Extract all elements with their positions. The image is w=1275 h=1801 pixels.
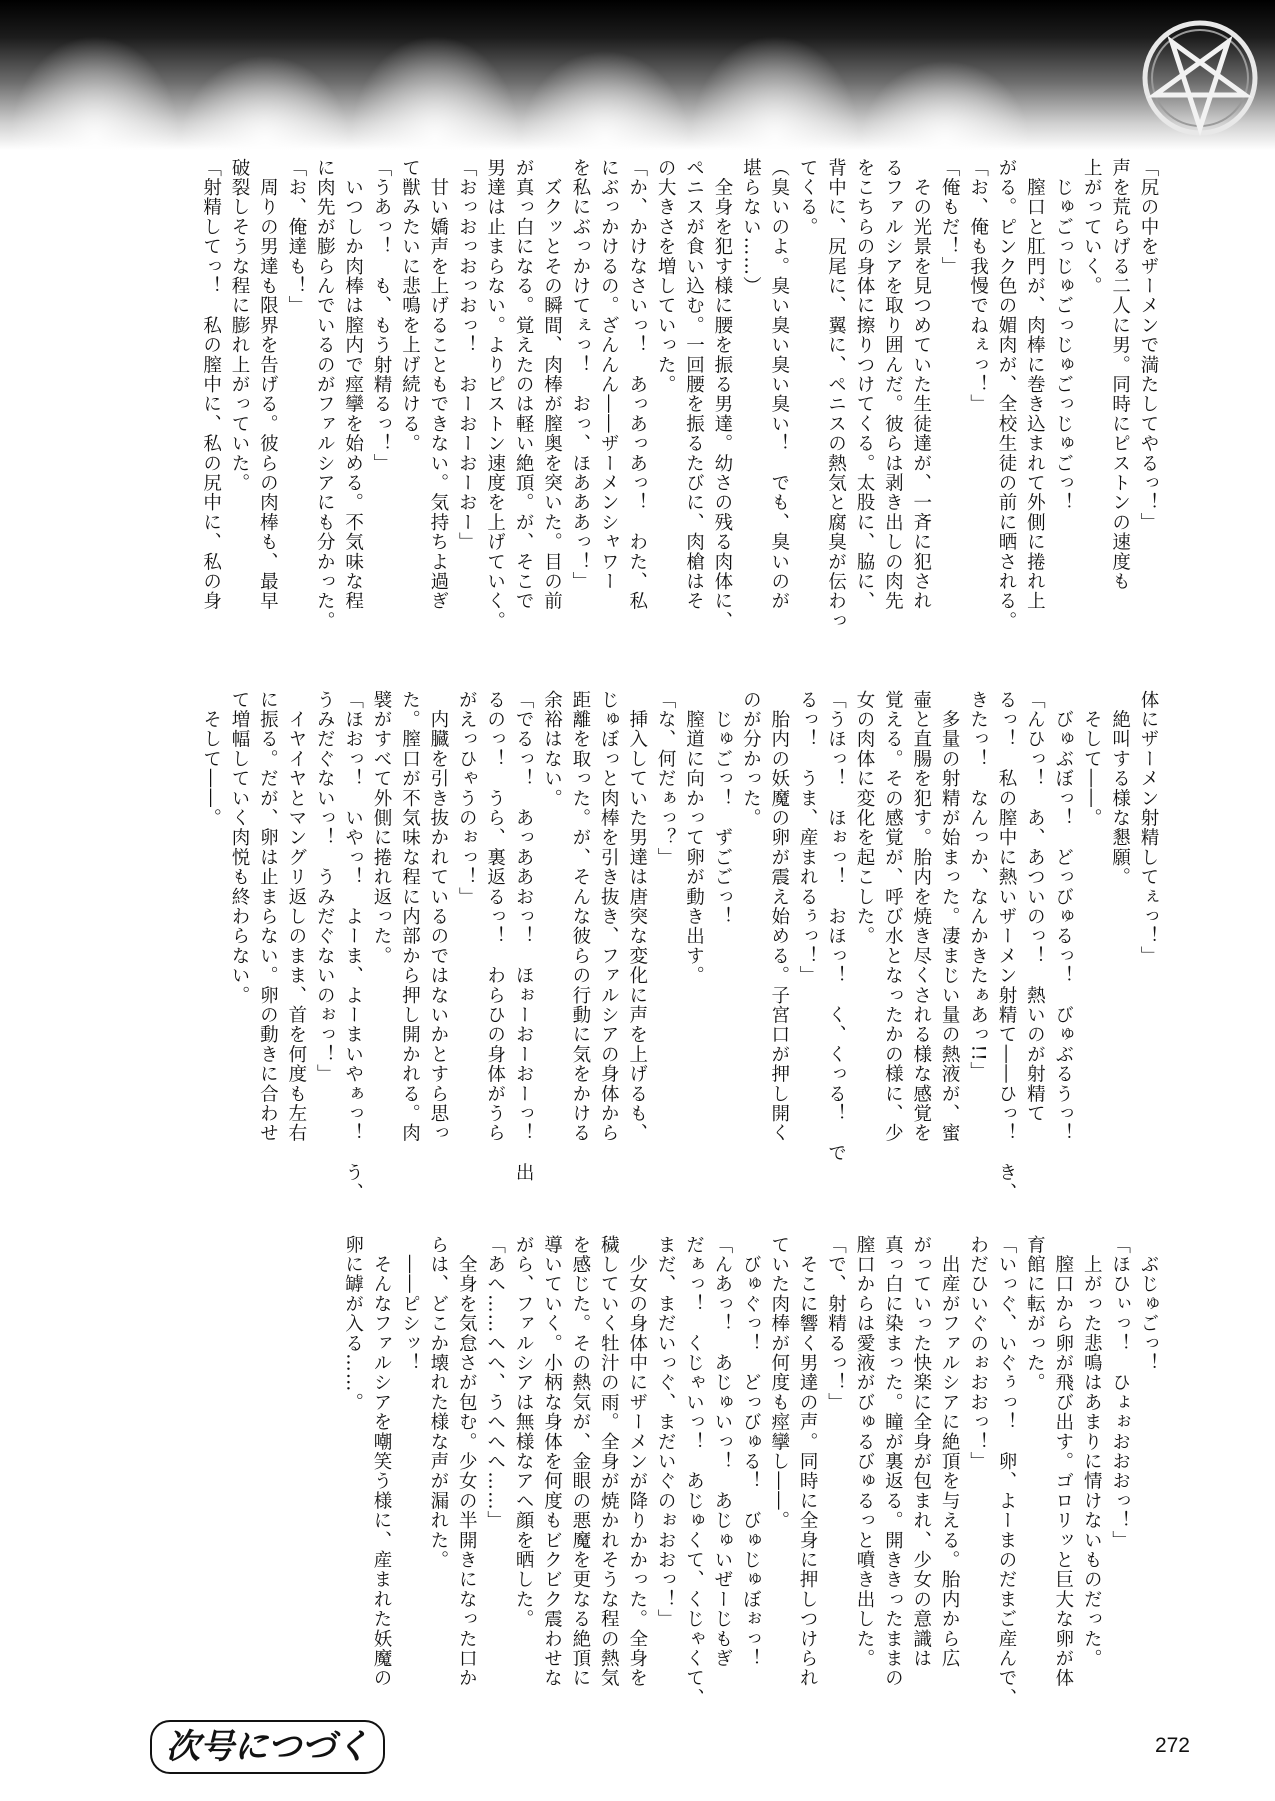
flame-shape xyxy=(10,35,180,150)
flame-shape xyxy=(520,50,690,150)
to-be-continued-label: 次号につづく xyxy=(150,1720,385,1774)
flame-shape xyxy=(690,35,860,150)
header-smoke-banner xyxy=(0,0,1275,150)
page-number: 272 xyxy=(1154,1734,1190,1757)
text-block-upper: 「尻の中をザーメンで満たしてやるっ！」 声を荒らげる二人に男。同時にピストンの速度も 上がっていく。 じゅごっじゅごっじゅごっじゅごっ！ 膣口と肛門が、肉棒に巻き込まれて外側に捲れ上 がる。ピンク色の媚肉が、全校生徒の前に晒される。 「お、俺も我慢でねぇっ！」 「俺もだ！」 その光景を見つめていた生徒達が、一斉に犯され るファルシアを取り囲んだ。彼らは剥き出しの肉先 をこちらの身体に擦りつけてくる。太股に、脇に、 背中に、尻尾に、翼に、ペニスの熱気と腐臭が伝わっ てくる。 （臭いのよ。臭い臭い臭い臭い！ でも、臭いのが 堪らない……） 全身を犯す様に腰を振る男達。幼さの残る肉体に、 ペニスが食い込む。一回腰を振るたびに、肉槍はそ の大きさを増していった。 「か、かけなさいっ！ あっあっあっ！ わた、私 にぶっかけるの。ざんんん――ザーメンシャワー を私にぶっかけてぇっ！ おっ、ほあああっ！」 ズクッとその瞬間、肉棒が膣奥を突いた。目の前 が真っ白になる。覚えたのは軽い絶頂。が、そこで 男達は止まらない。よりピストン速度を上げていく。 「おっおっおっおっ！ おーおーおーおー」 甘い嬌声を上げることもできない。気持ちよ過ぎ て獣みたいに悲鳴を上げ続ける。 「うあっ！ も、もう射精るっ！」 いつしか肉棒は膣内で痙攣を始める。不気味な程 に肉先が膨らんでいるのがファルシアにも分かった。 「お、俺達も！」 周りの男達も限界を告げる。彼らの肉棒も、最早 破裂しそうな程に膨れ上がっていた。 「射精してっ！ 私の膣中に、私の尻中に、私の身 xyxy=(200,158,1159,631)
text-block-lower: ぶじゅごっ！ 「ほひぃっ！ ひょぉおおおっ！」 上がった悲鳴はあまりに情けないものだった。 膣口から卵が飛び出す。ゴロリッと巨大な卵が体 育館に転がった。 「いっぐ、いぐぅっ！ 卵、よーまのだまご産んで、 わだひいぐのぉおおっ！」 出産がファルシアに絶頂を与える。胎内から広 がっていった快楽に全身が包まれ、少女の意識は 真っ白に染まった。瞳が裏返る。開ききったままの 膣口からは愛液がびゅるびゅるっと噴き出した。 「で、射精るっ！」 そこに響く男達の声。同時に全身に押しつけられ ていた肉棒が何度も痙攣し――。 びゅぐっ！ どっびゅる！ びゅじゅぼぉっ！ 「んあっ！ あじゅいっ！ あじゅいぜーじもぎ だぁっ！ くじゃいっ！ あじゅくて、くじゃくて、 まだ、まだいっぐ、まだいぐのぉおおっ！」 少女の身体中にザーメンが降りかかった。全身を 穢していく牡汁の雨。全身が焼かれそうな程の熱気 を感じた。その熱気が、金眼の悪魔を更なる絶頂に 導いていく。小柄な身体を何度もビクビク震わせな がら、ファルシアは無様なアヘ顔を晒した。 「あへ……へへ、うへへへ……」 全身を気怠さが包む。少女の半開きになった口か らは、どこか壊れた様な声が漏れた。 ――ピシッ！ そんなファルシアを嘲笑う様に、産まれた妖魔の 卵に罅が入る……。 xyxy=(342,1235,1159,1708)
flame-shape xyxy=(860,60,1030,150)
flame-shape xyxy=(180,55,350,150)
text-block-middle: 体にザーメン射精してぇっ！」 絶叫する様な懇願。 そして――。 びゅぶぼっ！ どっびゅるっ！ びゅぶるうっ！ 「んひっ！ あ、あついのっ！ 熱いのが射精て るっ！ 私の膣中に熱いザーメン射精て――ひっ！ き、 きたっ！ なんっか、なんかきたぁあっ!!」 多量の射精が始まった。凄まじい量の熱液が、蜜 壷と直腸を犯す。胎内を焼き尽くされる様な感覚を 覚える。その感覚が、呼び水となったかの様に、少 女の肉体に変化を起こした。 「うほっ！ ほぉっ！ おほっ！ く、くっる！ で るっ！ うま、産まれるぅっ！」 胎内の妖魔の卵が震え始める。子宮口が押し開く のが分かった。 じゅごっ！ ずごごっ！ 膣道に向かって卵が動き出す。 「な、何だぁっ？」 挿入していた男達は唐突な変化に声を上げるも、 じゅぼっと肉棒を引き抜き、ファルシアの身体から 距離を取った。が、そんな彼らの行動に気をかける 余裕はない。 「でるっ！ あっああおっ！ ほぉーおーおーっ！ 出 るのっ！ うら、裏返るっ！ わらひの身体がうら がえっひゃうのぉっ！」 内臓を引き抜かれているのではないかとすら思っ た。膣口が不気味な程に内部から押し開かれる。肉 襞がすべて外側に捲れ返った。 「ほおっ！ いやっ！ よーま、よーまいやぁっ！ う、 うみだぐないっ！ うみだぐないのぉっ！」 イヤイヤとマングリ返しのまま、首を何度も左右 に振る。だが、卵は止まらない。卵の動きに合わせ て増幅していく肉悦も終わらない。 そして――。 xyxy=(200,690,1159,1203)
flame-shape xyxy=(350,35,520,150)
pentagram-icon xyxy=(1140,18,1260,138)
